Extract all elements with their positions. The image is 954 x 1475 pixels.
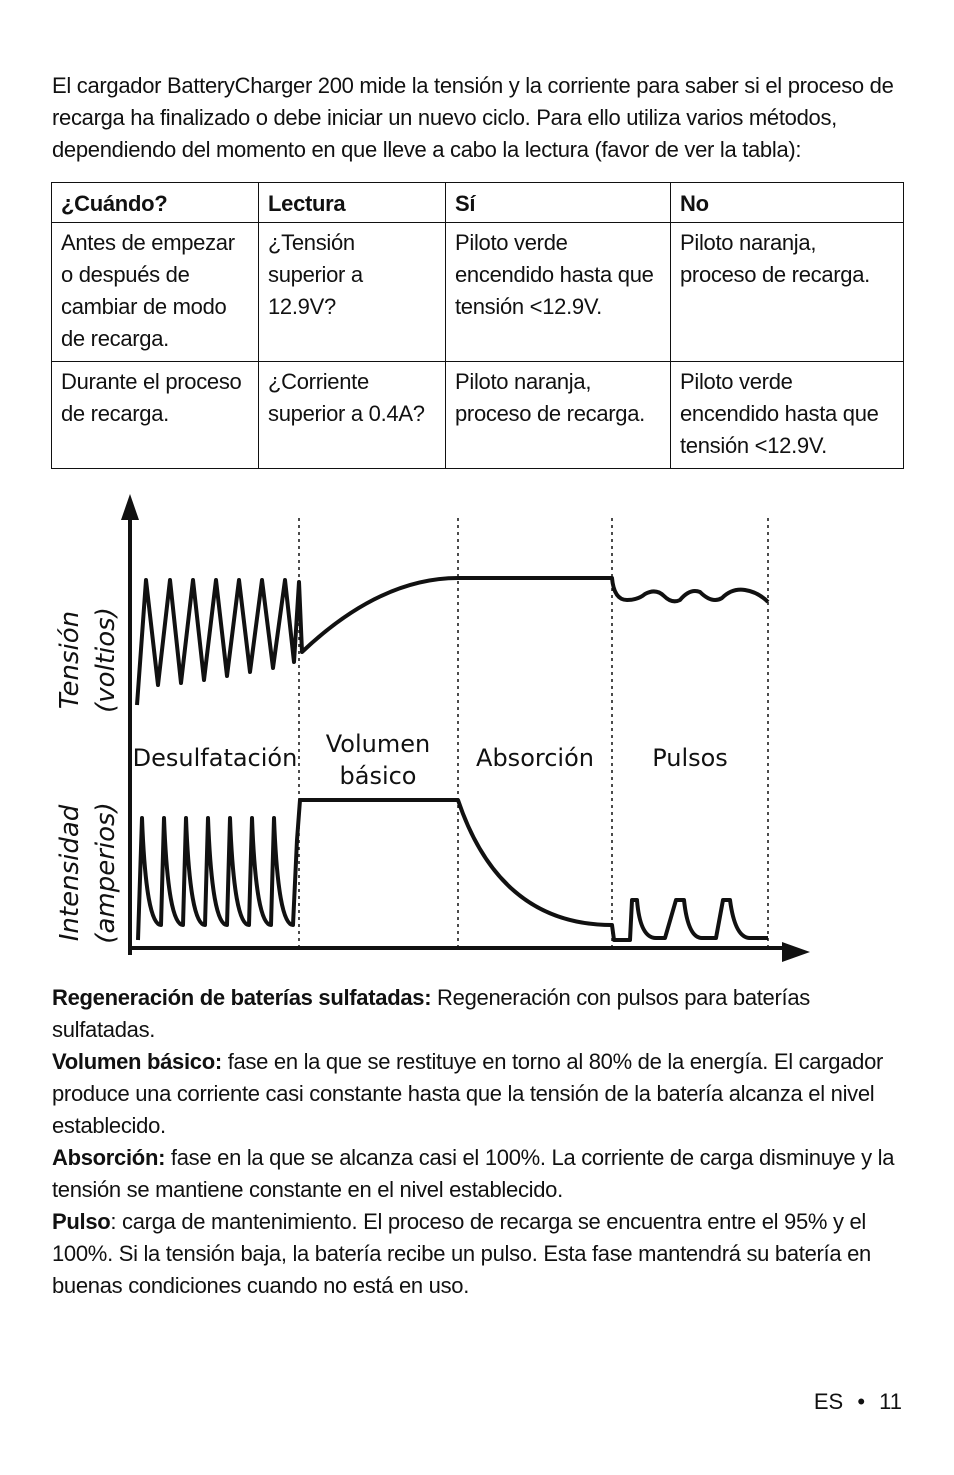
phase-label-desulfation: Desulfatación xyxy=(132,744,298,772)
x-axis-arrow-icon xyxy=(782,942,810,962)
description-pulse xyxy=(52,1206,912,1302)
table-cell: Piloto naranja, proceso de recarga. xyxy=(671,223,904,362)
description-desulfation xyxy=(52,982,912,1046)
phase-descriptions xyxy=(52,982,912,1302)
current-curve xyxy=(138,800,768,940)
phase-label-absorption: Absorción xyxy=(476,744,594,772)
table-cell: Piloto naranja, proceso de recarga. xyxy=(446,362,671,469)
description-text: Regeneración con pulsos para baterías sulfatadas. xyxy=(52,985,810,1042)
phase-label-bulk-1: Volumen xyxy=(325,730,431,758)
description-absorption xyxy=(52,1142,912,1206)
description-term: Volumen básico: xyxy=(52,1049,222,1074)
current-label-2: (amperios) xyxy=(91,802,121,944)
axes xyxy=(121,494,810,962)
header-when: ¿Cuándo? xyxy=(52,183,259,223)
header-no: No xyxy=(671,183,904,223)
table-cell: ¿Tensión superior a 12.9V? xyxy=(259,223,446,362)
description-term: Absorción: xyxy=(52,1145,166,1170)
page-number: 11 xyxy=(879,1389,902,1414)
footer-bullet: • xyxy=(857,1389,866,1414)
intro-paragraph: El cargador BatteryCharger 200 mide la tensión y la corriente para saber si el proceso de recarga ha finalizado o debe iniciar un nuevo ciclo. Para ello utiliza varios métodos, dependiendo del momento en que lleve a cabo la lectura (favor de ver la tabla): xyxy=(52,73,894,162)
table-cell: Durante el proceso de recarga. xyxy=(52,362,259,469)
header-reading: Lectura xyxy=(259,183,446,223)
charge-phase-diagram xyxy=(40,490,820,965)
table-cell: Piloto verde encendido hasta que tensión <12.9V. xyxy=(671,362,904,469)
y-axis-arrow-icon xyxy=(121,494,139,520)
table-cell: Piloto verde encendido hasta que tensión <12.9V. xyxy=(446,223,671,362)
voltage-curve xyxy=(137,578,768,705)
header-yes: Sí xyxy=(446,183,671,223)
description-bulk xyxy=(52,1046,912,1142)
table-header-row xyxy=(52,183,904,223)
table-cell: ¿Corriente superior a 0.4A? xyxy=(259,362,446,469)
current-axis-label xyxy=(55,802,121,943)
current-label-1: Intensidad xyxy=(55,804,85,942)
voltage-axis-label xyxy=(55,607,121,713)
description-text: fase en la que se alcanza casi el 100%. La corriente de carga disminuye y la tensión se mantiene constante en el nivel establecido. xyxy=(52,1145,895,1202)
voltage-label-2: (voltios) xyxy=(91,607,121,713)
reading-table xyxy=(51,182,904,469)
description-text: fase en la que se restituye en torno al 80% de la energía. El cargador produce una corriente casi constante hasta que la tensión de la batería alcanza el nivel establecido. xyxy=(52,1049,884,1138)
footer-language: ES xyxy=(813,1389,844,1414)
table-cell: Antes de empezar o después de cambiar de modo de recarga. xyxy=(52,223,259,362)
description-term: Regeneración de baterías sulfatadas: xyxy=(52,985,432,1010)
description-term: Pulso xyxy=(52,1209,111,1234)
table-row xyxy=(52,362,904,469)
table-row xyxy=(52,223,904,362)
phase-label-bulk-2: básico xyxy=(339,762,417,790)
voltage-label-1: Tensión xyxy=(55,610,85,710)
phase-label-pulse: Pulsos xyxy=(652,744,728,772)
description-text: : carga de mantenimiento. El proceso de recarga se encuentra entre el 95% y el 100%. Si la tensión baja, la batería recibe un pulso. Esta fase mantendrá su batería en buenas condiciones cuando no está en uso. xyxy=(52,1209,871,1298)
page-footer xyxy=(760,1386,902,1418)
